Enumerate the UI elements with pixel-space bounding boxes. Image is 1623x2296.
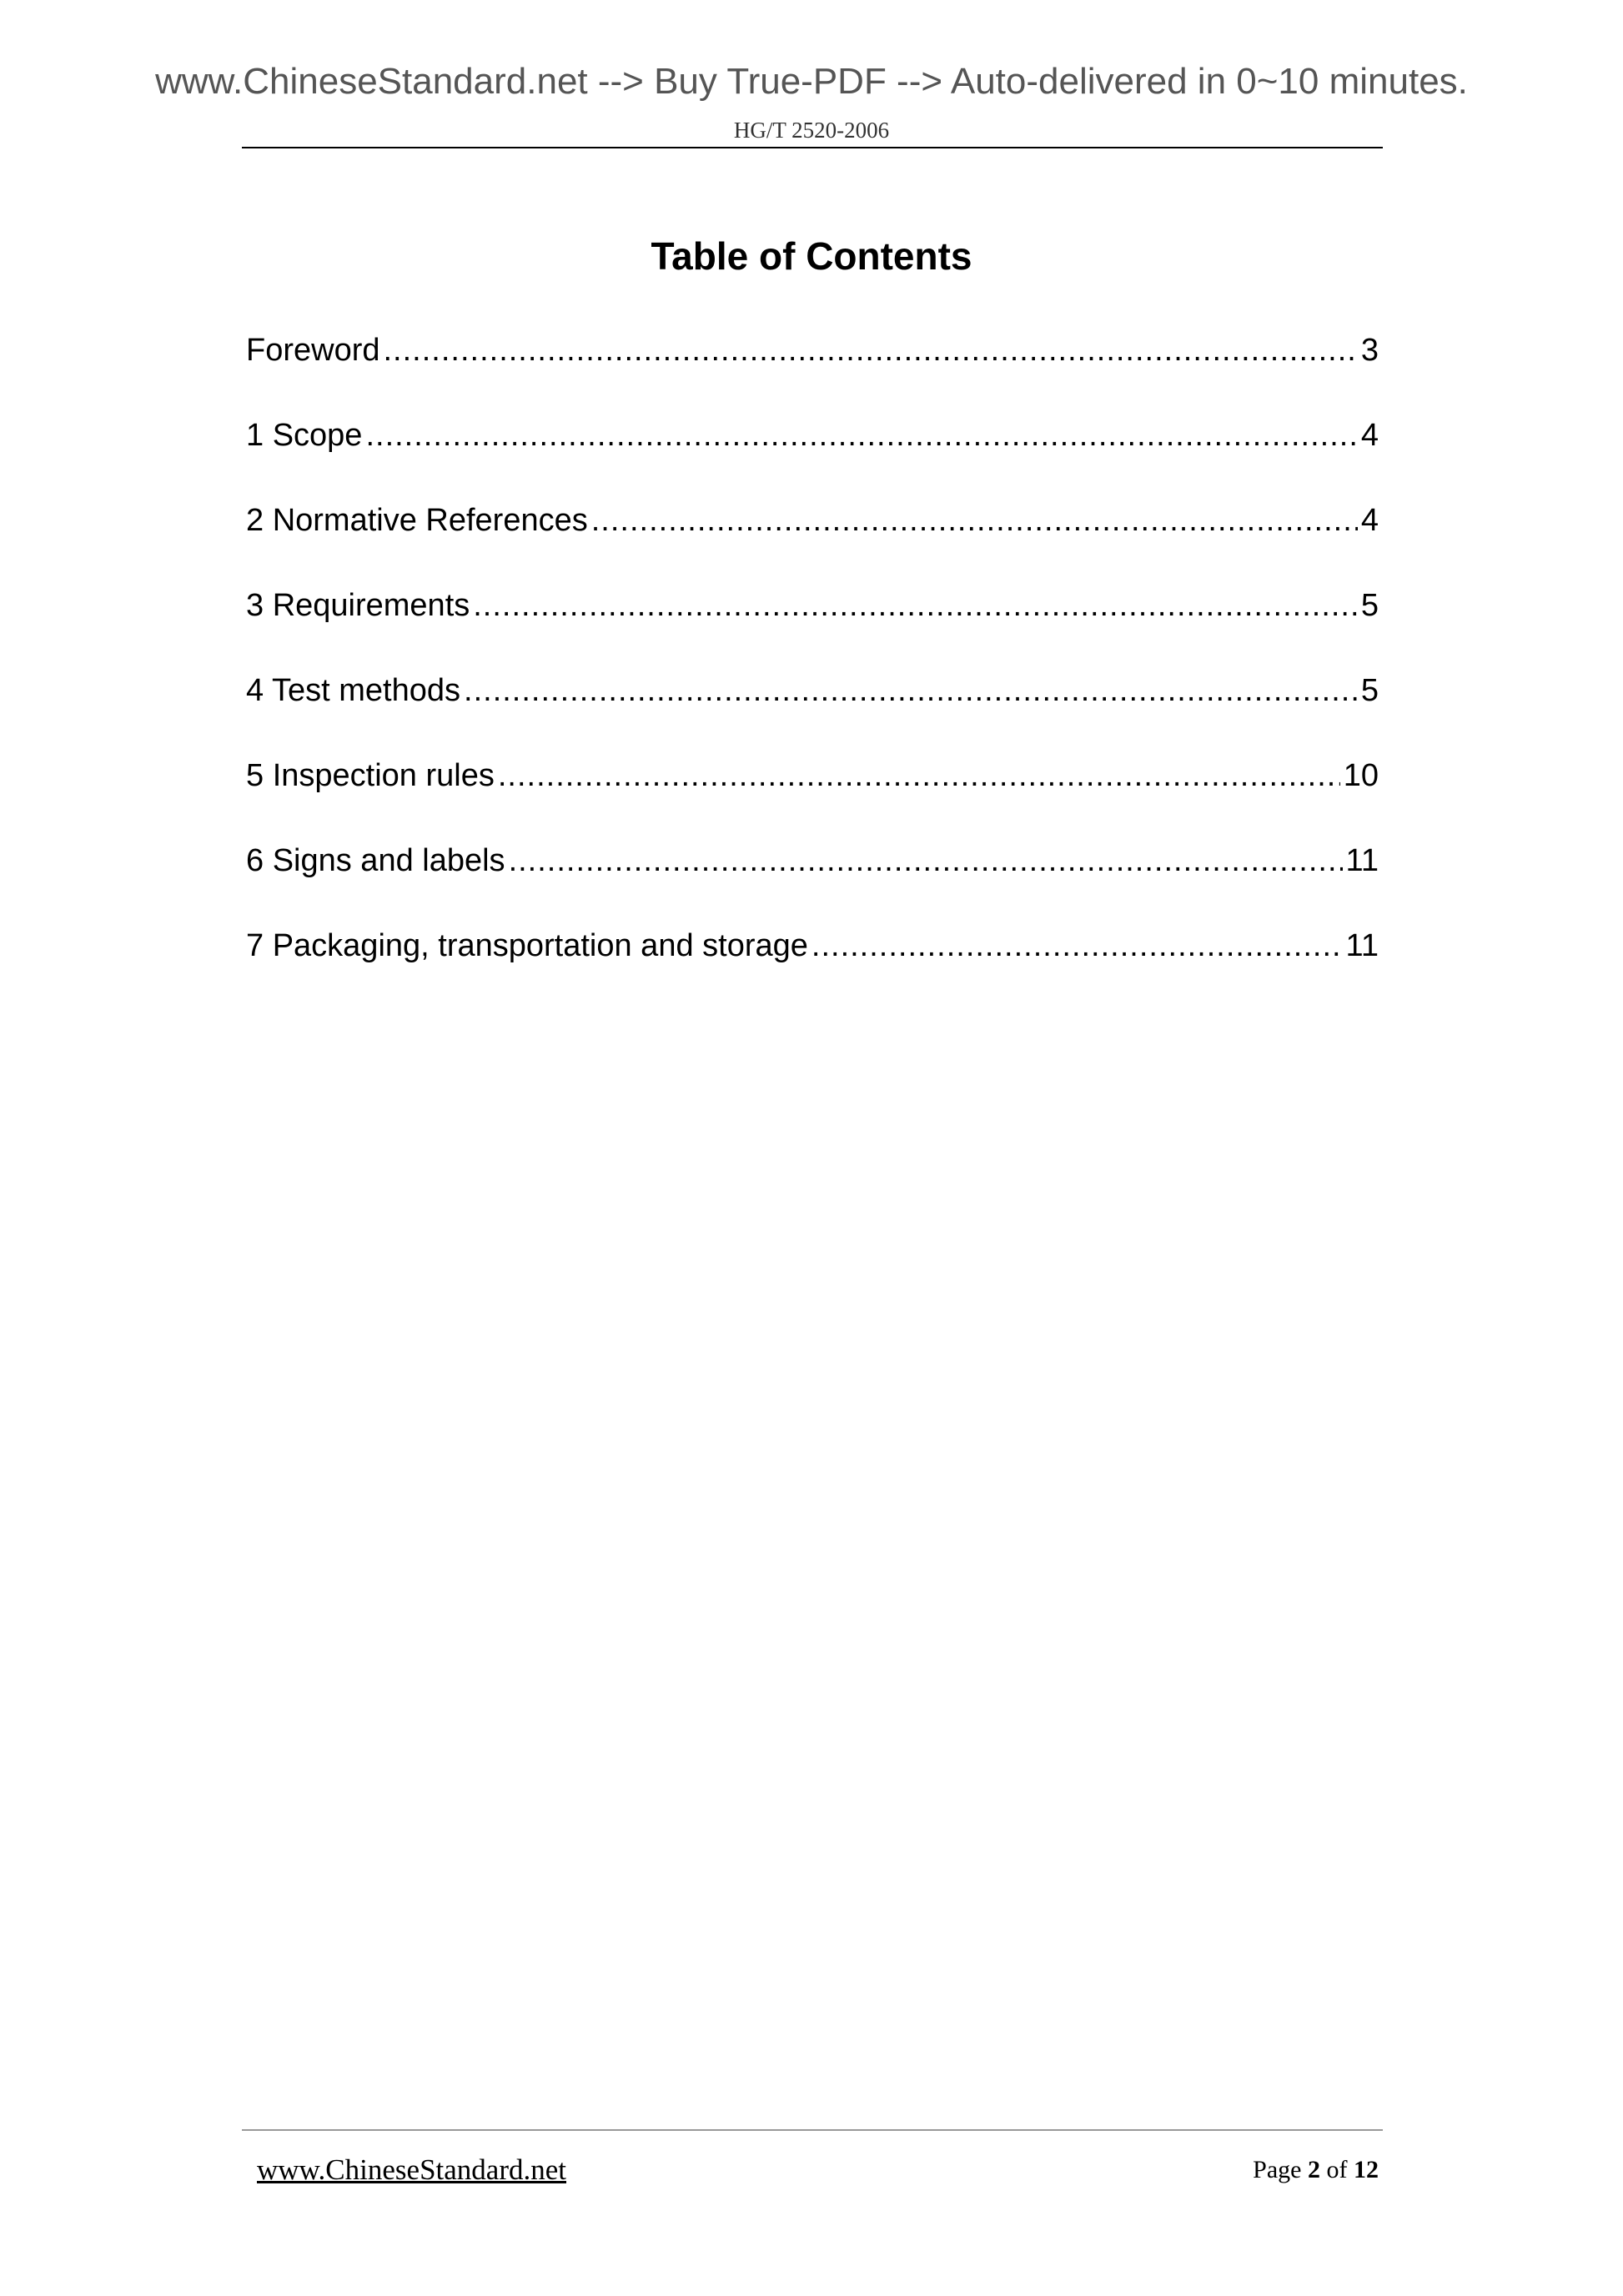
dot-leader xyxy=(384,329,1358,372)
toc-entry-foreword[interactable] xyxy=(246,329,1379,414)
dot-leader xyxy=(464,669,1358,712)
toc-entry-label: 6 Signs and labels xyxy=(246,843,505,878)
toc-entry-page: 11 xyxy=(1345,928,1379,963)
toc-entry-page: 10 xyxy=(1343,758,1379,793)
current-page-number: 2 xyxy=(1308,2156,1320,2183)
toc-entry-signs-and-labels[interactable] xyxy=(246,839,1379,924)
toc-entry-label: 1 Scope xyxy=(246,418,363,453)
toc-entry-requirements[interactable] xyxy=(246,584,1379,669)
toc-entry-test-methods[interactable] xyxy=(246,669,1379,754)
dot-leader xyxy=(473,584,1358,627)
toc-entry-scope[interactable] xyxy=(246,414,1379,499)
toc-entry-label: 3 Requirements xyxy=(246,588,470,623)
toc-entry-label: 7 Packaging, transportation and storage xyxy=(246,928,808,963)
total-pages-number: 12 xyxy=(1354,2156,1379,2183)
footer-site-link[interactable]: www.ChineseStandard.net xyxy=(257,2153,566,2186)
dot-leader xyxy=(498,754,1340,797)
document-code: HG/T 2520-2006 xyxy=(733,118,890,143)
site-banner[interactable]: www.ChineseStandard.net --> Buy True-PDF --> Auto-delivered in 0~10 minutes. xyxy=(155,61,1468,102)
page-indicator xyxy=(1253,2155,1379,2185)
page-word: Page xyxy=(1253,2156,1302,2183)
toc-entry-page: 5 xyxy=(1360,673,1379,708)
dot-leader xyxy=(509,839,1343,882)
dot-leader xyxy=(591,499,1358,542)
header-divider xyxy=(242,147,1383,148)
toc-entry-label: 5 Inspection rules xyxy=(246,758,495,793)
footer-divider xyxy=(242,2129,1383,2131)
of-word: of xyxy=(1326,2156,1348,2183)
dot-leader xyxy=(365,414,1357,457)
toc-entry-page: 4 xyxy=(1360,503,1379,538)
toc-entry-page: 5 xyxy=(1360,588,1379,623)
table-of-contents xyxy=(246,329,1379,1009)
toc-entry-page: 3 xyxy=(1360,333,1379,368)
toc-entry-label: Foreword xyxy=(246,333,380,368)
toc-entry-label: 4 Test methods xyxy=(246,673,461,708)
toc-entry-inspection-rules[interactable] xyxy=(246,754,1379,839)
toc-entry-packaging[interactable] xyxy=(246,924,1379,1009)
toc-entry-page: 11 xyxy=(1345,843,1379,878)
toc-entry-label: 2 Normative References xyxy=(246,503,588,538)
dot-leader xyxy=(812,924,1343,967)
toc-entry-normative-references[interactable] xyxy=(246,499,1379,584)
toc-title: Table of Contents xyxy=(651,234,972,278)
toc-entry-page: 4 xyxy=(1360,418,1379,453)
